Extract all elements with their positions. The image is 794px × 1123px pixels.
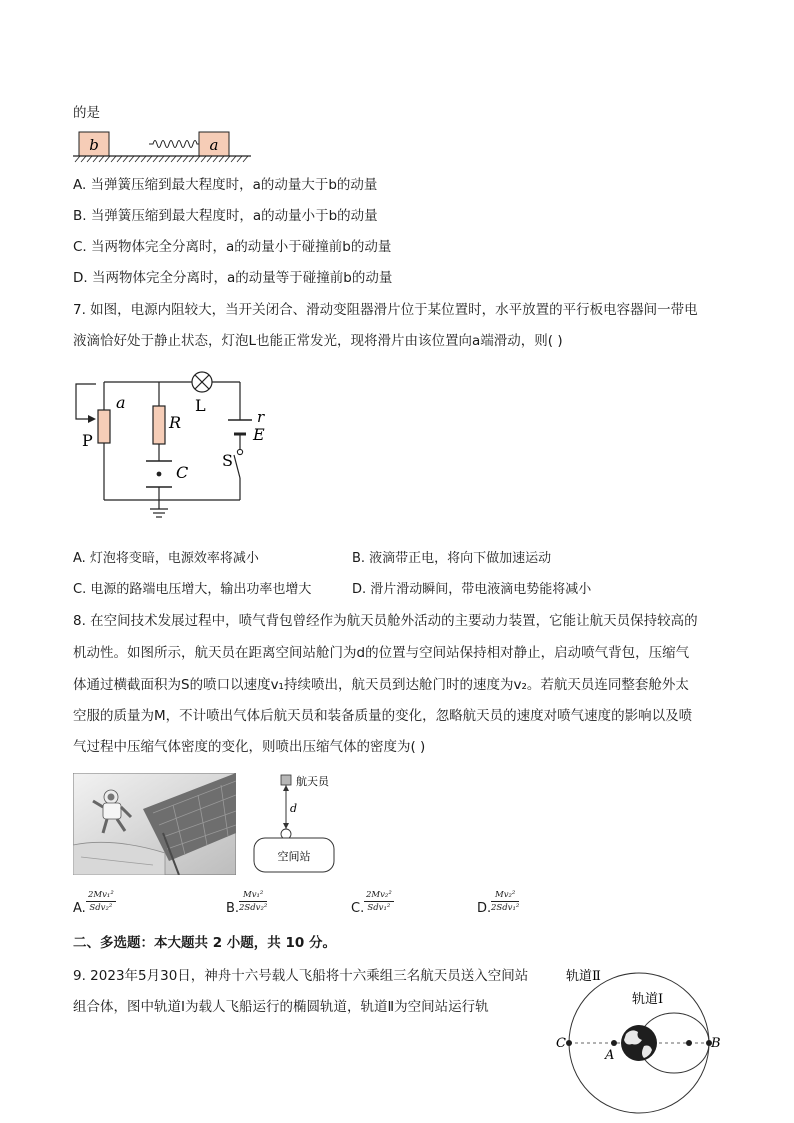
point-a (611, 1040, 617, 1046)
q8-option-a-denominator: Sdv₂² (89, 903, 113, 913)
label-a: a (116, 393, 126, 412)
q7-option-b[interactable]: B. 液滴带正电，将向下做加速运动 (352, 551, 552, 566)
ground-icon (150, 509, 168, 517)
block-b-label: b (89, 136, 99, 154)
slider-arrow-icon (88, 415, 96, 423)
label-c: C (176, 463, 189, 482)
q8-option-c-denominator: Sdv₁² (367, 903, 391, 913)
q6-option-c[interactable]: C. 当两物体完全分离时，a的动量小于碰撞前b的动量 (73, 239, 392, 255)
q7-option-c[interactable]: C. 电源的路端电压增大，输出功率也增大 (73, 582, 312, 597)
q7-option-a[interactable]: A. 灯泡将变暗，电源效率将减小 (73, 551, 259, 566)
label-c-point: C (556, 1036, 566, 1051)
q8-option-b-numerator: Mv₁² (239, 890, 267, 902)
label-l: L (195, 396, 206, 415)
distance-label: d (290, 802, 298, 815)
q8-schematic (248, 770, 348, 876)
label-e: E (253, 425, 265, 444)
q7-circuit-diagram (72, 366, 282, 528)
astronaut-photo (73, 773, 236, 875)
q6-option-b[interactable]: B. 当弹簧压缩到最大程度时，a的动量小于b的动量 (73, 208, 378, 224)
astronaut-marker (281, 775, 291, 785)
label-a-point: A (605, 1048, 615, 1063)
label-r-resistor: R (169, 413, 182, 432)
q8-stem-line-4: 空服的质量为M，不计喷出气体后航天员和装备质量的变化，忽略航天员的速度对喷气速度的影响以及喷 (73, 708, 693, 724)
label-p: P (82, 431, 93, 450)
q9-orbit-diagram (550, 960, 725, 1115)
orbit-2-label: 轨道Ⅱ (566, 969, 601, 984)
q8-option-d-numerator: Mv₂² (491, 890, 519, 902)
q8-option-c-numerator: 2Mv₂² (366, 890, 392, 900)
charged-droplet (157, 472, 162, 477)
q8-option-c-fraction[interactable] (364, 890, 394, 913)
q8-option-d-denominator: 2Sdv₁² (491, 903, 520, 913)
q8-option-b-denominator: 2Sdv₂² (239, 903, 268, 913)
rheostat (98, 410, 110, 443)
q8-option-d-label[interactable]: D. (477, 901, 492, 916)
spring (149, 141, 199, 148)
q8-option-a-numerator: 2Mv₁² (88, 890, 114, 900)
q8-stem-line-3: 体通过横截面积为S的喷口以速度v₁持续喷出，航天员到达舱门时的速度为v₂。若航天员连同整套舱外太 (73, 677, 689, 693)
q6-option-d[interactable]: D. 当两物体完全分离时，a的动量等于碰撞前b的动量 (73, 270, 393, 286)
q8-stem-line-5: 气过程中压缩气体密度的变化，则喷出压缩气体的密度为( ) (73, 739, 426, 755)
q7-option-d[interactable]: D. 滑片滑动瞬间，带电液滴电势能将减小 (352, 582, 592, 597)
block-a-label: a (209, 136, 219, 154)
q9-stem-line-2: 组合体，图中轨道Ⅰ为载人飞船运行的椭圆轨道，轨道Ⅱ为空间站运行轨 (73, 999, 489, 1015)
q8-option-c-label[interactable]: C. (351, 901, 365, 916)
astronaut-label: 航天员 (296, 775, 329, 788)
label-r-internal: r (257, 408, 265, 426)
q8-stem-line-1: 8. 在空间技术发展过程中，喷气背包曾经作为航天员舱外活动的主要动力装置，它能让航天员保持较高的 (73, 613, 698, 629)
q6-spring-blocks-figure (73, 130, 258, 166)
station-label: 空间站 (277, 850, 311, 863)
section-2-header: 二、多选题：本大题共 2 小题，共 10 分。 (73, 935, 336, 951)
q8-option-a-label[interactable]: A. (73, 901, 86, 916)
switch-contact (237, 449, 242, 454)
point-mid (686, 1040, 692, 1046)
ground-hatch (75, 156, 248, 162)
orbit-1-label: 轨道Ⅰ (632, 992, 664, 1007)
switch-lever (234, 455, 240, 478)
q7-stem-line-2: 液滴恰好处于静止状态，灯泡L也能正常发光，现将滑片由该位置向a端滑动，则( ) (73, 333, 563, 349)
resistor-r (153, 406, 165, 444)
point-c (566, 1040, 572, 1046)
q8-option-b-label[interactable]: B. (226, 901, 240, 916)
label-b-point: B (711, 1036, 721, 1051)
q8-option-b-fraction[interactable] (239, 890, 267, 913)
previous-question-tail: 的是 (73, 105, 100, 121)
q8-option-a-fraction[interactable] (86, 890, 116, 913)
q9-stem-line-1: 9. 2023年5月30日，神舟十六号载人飞船将十六乘组三名航天员送入空间站 (73, 968, 529, 984)
q8-option-d-fraction[interactable] (491, 890, 519, 913)
label-s: S (222, 451, 233, 470)
q7-stem-line-1: 7. 如图，电源内阻较大，当开关闭合、滑动变阻器滑片位于某位置时，水平放置的平行板电容器间一带电 (73, 302, 698, 318)
q6-option-a[interactable]: A. 当弹簧压缩到最大程度时，a的动量大于b的动量 (73, 177, 378, 193)
q8-stem-line-2: 机动性。如图所示，航天员在距离空间站舱门为d的位置与空间站保持相对静止，启动喷气背包，压缩气 (73, 645, 690, 661)
